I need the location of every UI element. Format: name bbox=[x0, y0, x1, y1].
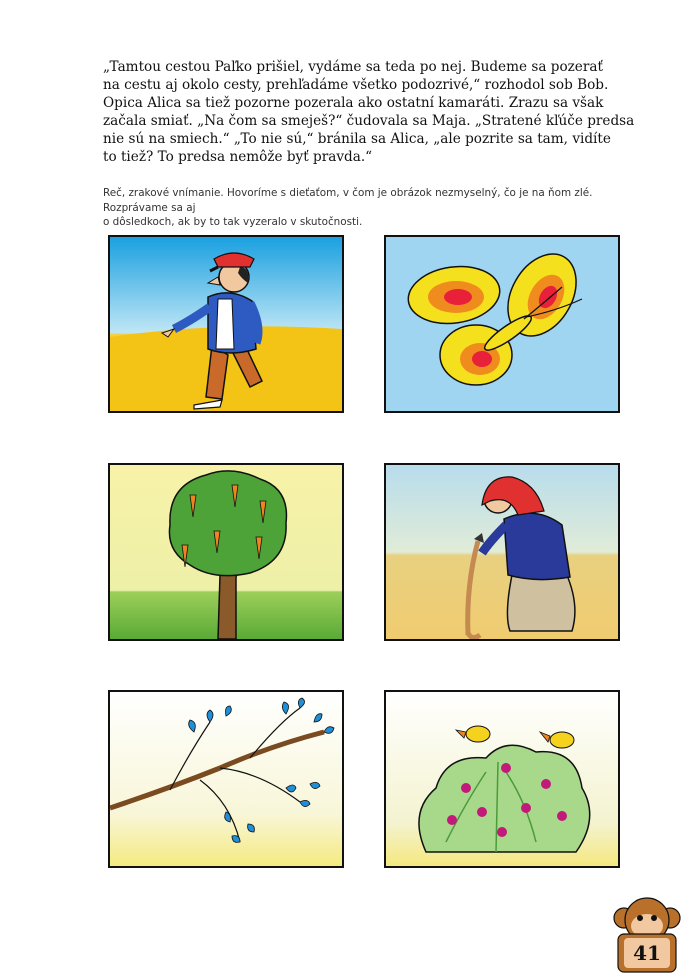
page-number-badge bbox=[612, 896, 682, 976]
branch-with-heart-leaves-icon bbox=[110, 692, 342, 866]
bush-with-birds-icon bbox=[386, 692, 618, 866]
picture-grandmother bbox=[384, 463, 620, 641]
story-line: začala smiať. „Na čom sa smeješ?“ čudovala sa Maja. „Stratené kľúče predsa bbox=[103, 113, 635, 129]
grandmother-with-cane-icon bbox=[386, 465, 618, 639]
butterfly-icon bbox=[386, 237, 618, 411]
picture-carrot-tree bbox=[108, 463, 344, 641]
man-walking-icon bbox=[110, 237, 342, 411]
picture-butterfly bbox=[384, 235, 620, 413]
story-line: Opica Alica sa tiež pozorne pozerala ako ostatní kamaráti. Zrazu sa však bbox=[103, 95, 604, 111]
instruction-line: Reč, zrakové vnímanie. Hovoríme s dieťaťom, v čom je obrázok nezmyselný, čo je na ňom zlé. Rozprávame sa aj bbox=[103, 187, 593, 214]
picture-heart-branch bbox=[108, 690, 344, 868]
page-number: 41 bbox=[633, 941, 661, 965]
story-text bbox=[103, 58, 637, 166]
picture-bush-birds bbox=[384, 690, 620, 868]
story-line: to tiež? To predsa nemôže byť pravda.“ bbox=[103, 149, 373, 165]
picture-man-walking bbox=[108, 235, 344, 413]
instruction-text bbox=[103, 186, 643, 230]
story-line: na cestu aj okolo cesty, prehľadáme všetko podozrivé,“ rozhodol sob Bob. bbox=[103, 77, 609, 93]
story-line: nie sú na smiech.“ „To nie sú,“ bránila sa Alica, „ale pozrite sa tam, vidíte bbox=[103, 131, 611, 147]
tree-with-carrots-icon bbox=[110, 465, 342, 639]
story-line: „Tamtou cestou Paľko prišiel, vydáme sa teda po nej. Budeme sa pozerať bbox=[103, 59, 603, 75]
instruction-line: o dôsledkoch, ak by to tak vyzeralo v skutočnosti. bbox=[103, 216, 363, 228]
